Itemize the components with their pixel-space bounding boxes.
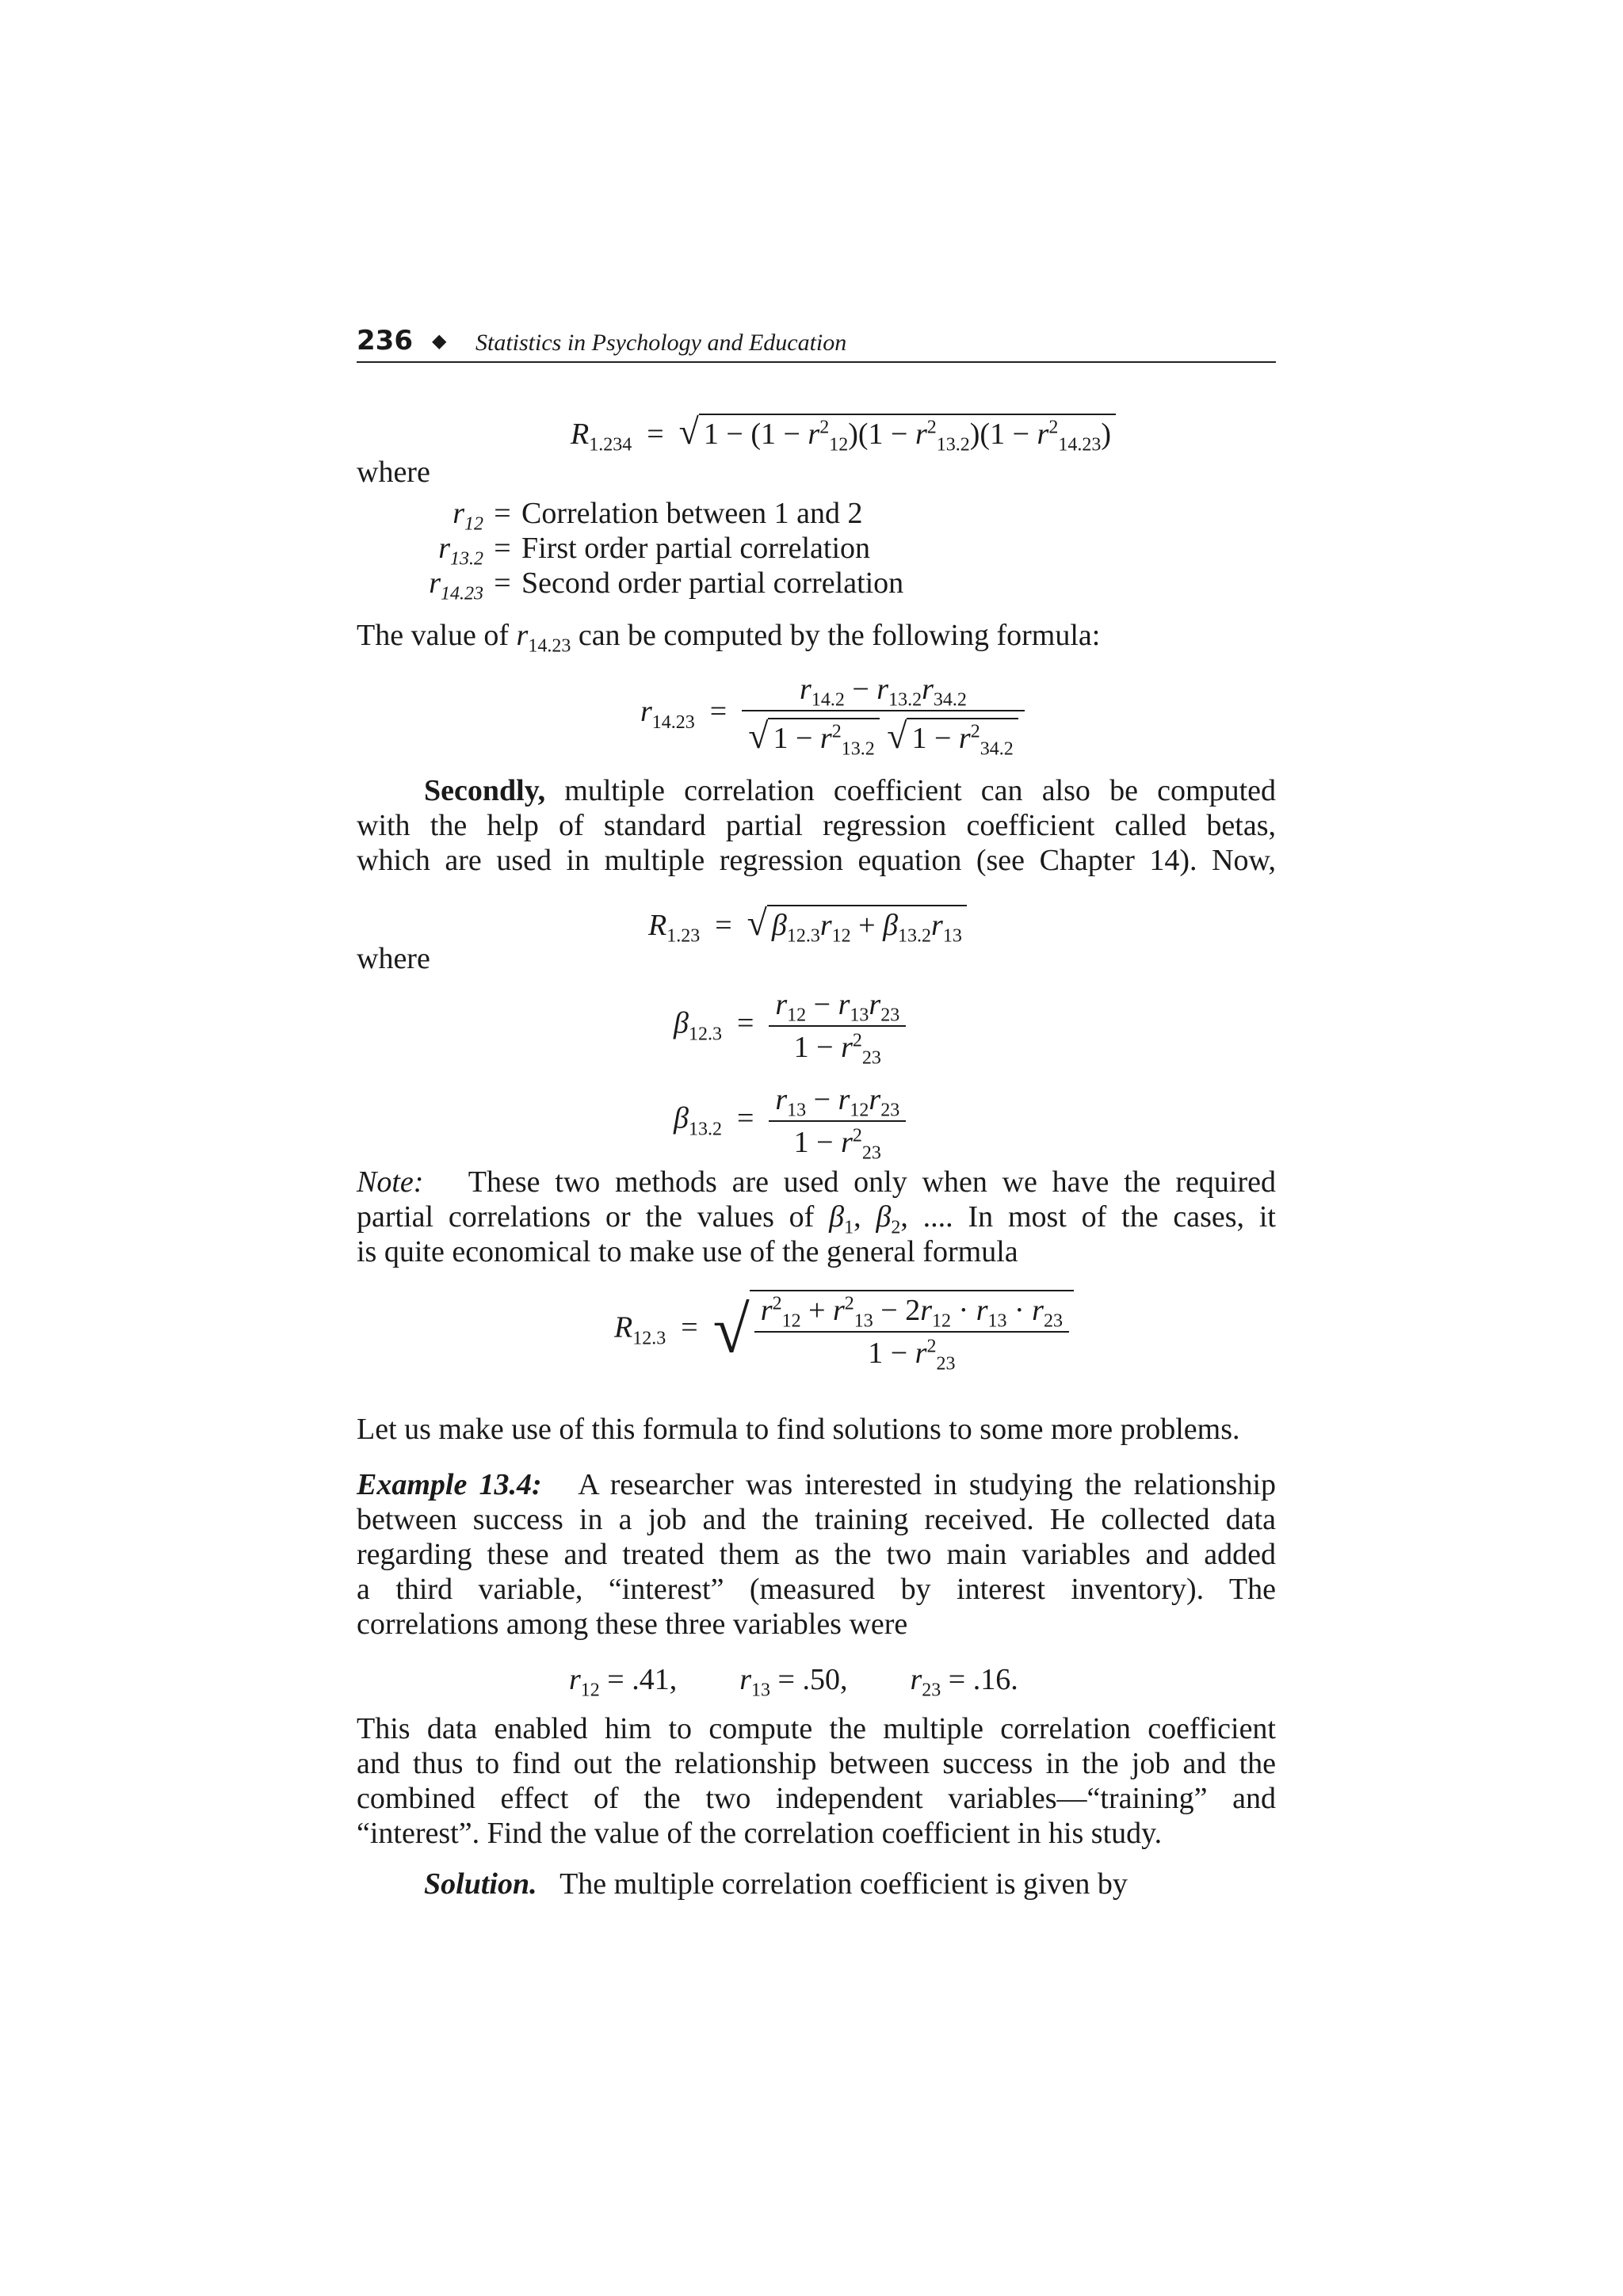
r23-value: $r_{23} = .16$. xyxy=(910,1663,1018,1701)
formula-r1234: $R_{1.234}$ = √ $1 - (1 - r^2_{12})(1 - r^2_{13.2})(1 - r^2_{14.23})$ xyxy=(571,410,1116,452)
formula-beta132: $\beta_{13.2}$ = $\frac{r_{13} - r_{12}r_{23}}{1 - r^2_{23}}$ xyxy=(674,1082,906,1160)
r13-value: $r_{13} = .50$, xyxy=(739,1663,848,1701)
formula-r1423: $r_{14.23}$ = $\frac{r_{14.2} - r_{13.2}r_{34.2}}{√ 1 - r^2_{13.2} √ 1 - r^2_{34.2}}$ xyxy=(640,672,1025,757)
definition-row: $r_{13.2}$ = First order partial correlation xyxy=(438,532,871,570)
definition-text: Second order partial correlation xyxy=(521,566,904,600)
paragraph-data: This data enabled him to compute the multiple correlation coefficient and thus to find out the relationship between success in the job and the combined effect of the two independent variables—“training” and “interest”. Find the value of the correlation coefficient in his study. xyxy=(357,1712,1276,1850)
correlation-values xyxy=(569,1662,1018,1701)
header-rule xyxy=(357,361,1276,363)
diamond-icon: ◆ xyxy=(432,331,447,352)
page-number: 236 xyxy=(357,325,413,357)
formula-r123-general: $R_{12.3}$ = √ $\frac{r^2_{12} + r^2_{13} - 2r_{12} \cdot r_{13} \cdot r_{23}}{1 - r^2_{23}}$ xyxy=(614,1290,1074,1371)
book-title: Statistics in Psychology and Education xyxy=(475,330,847,356)
let-us-line: Let us make use of this formula to find solutions to some more problems. xyxy=(357,1413,1240,1446)
definition-text: Correlation between 1 and 2 xyxy=(521,497,863,530)
paragraph-secondly: Secondly, multiple correlation coefficient can also be computed with the help of standard partial regression coefficient called betas, which are used in multiple regression equation (see Chapter 14). Now, xyxy=(357,774,1276,877)
where-label: where xyxy=(357,456,430,489)
where-label: where xyxy=(357,942,430,975)
definition-row: $r_{14.23}$ = Second order partial correlation xyxy=(429,566,904,605)
formula-r123-betas: $R_{1.23}$ = √ $\beta_{12.3}r_{12} + \beta_{13.2}r_{13}$ xyxy=(648,902,967,944)
r12-value: $r_{12} = .41$, xyxy=(569,1663,678,1701)
definitions-list xyxy=(357,496,1070,605)
definition-text: First order partial correlation xyxy=(521,532,871,565)
formula-beta123: $\beta_{12.3}$ = $\frac{r_{12} - r_{13}r_{23}}{1 - r^2_{23}}$ xyxy=(674,987,906,1065)
paragraph-example: Example 13.4: A researcher was interested in studying the relationship between success in a job and the training received. He collected data regarding these and treated them as the two main variables and added a third variable, “interest” (measured by interest inventory). The correlations among these three variables were xyxy=(357,1468,1277,1641)
paragraph-note: Note: These two methods are used only when we have the required partial correlations or the values of $\beta_1$, $\beta_2$, .... In most of the cases, it is quite economical to make use of the general formula xyxy=(357,1165,1276,1268)
definition-row: $r_{12}$ = Correlation between 1 and 2 xyxy=(453,497,863,535)
value-intro: The value of $r_{14.23}$ can be computed by the following formula: xyxy=(357,619,1101,657)
solution-line: Solution. The multiple correlation coefficient is given by xyxy=(424,1867,1128,1901)
